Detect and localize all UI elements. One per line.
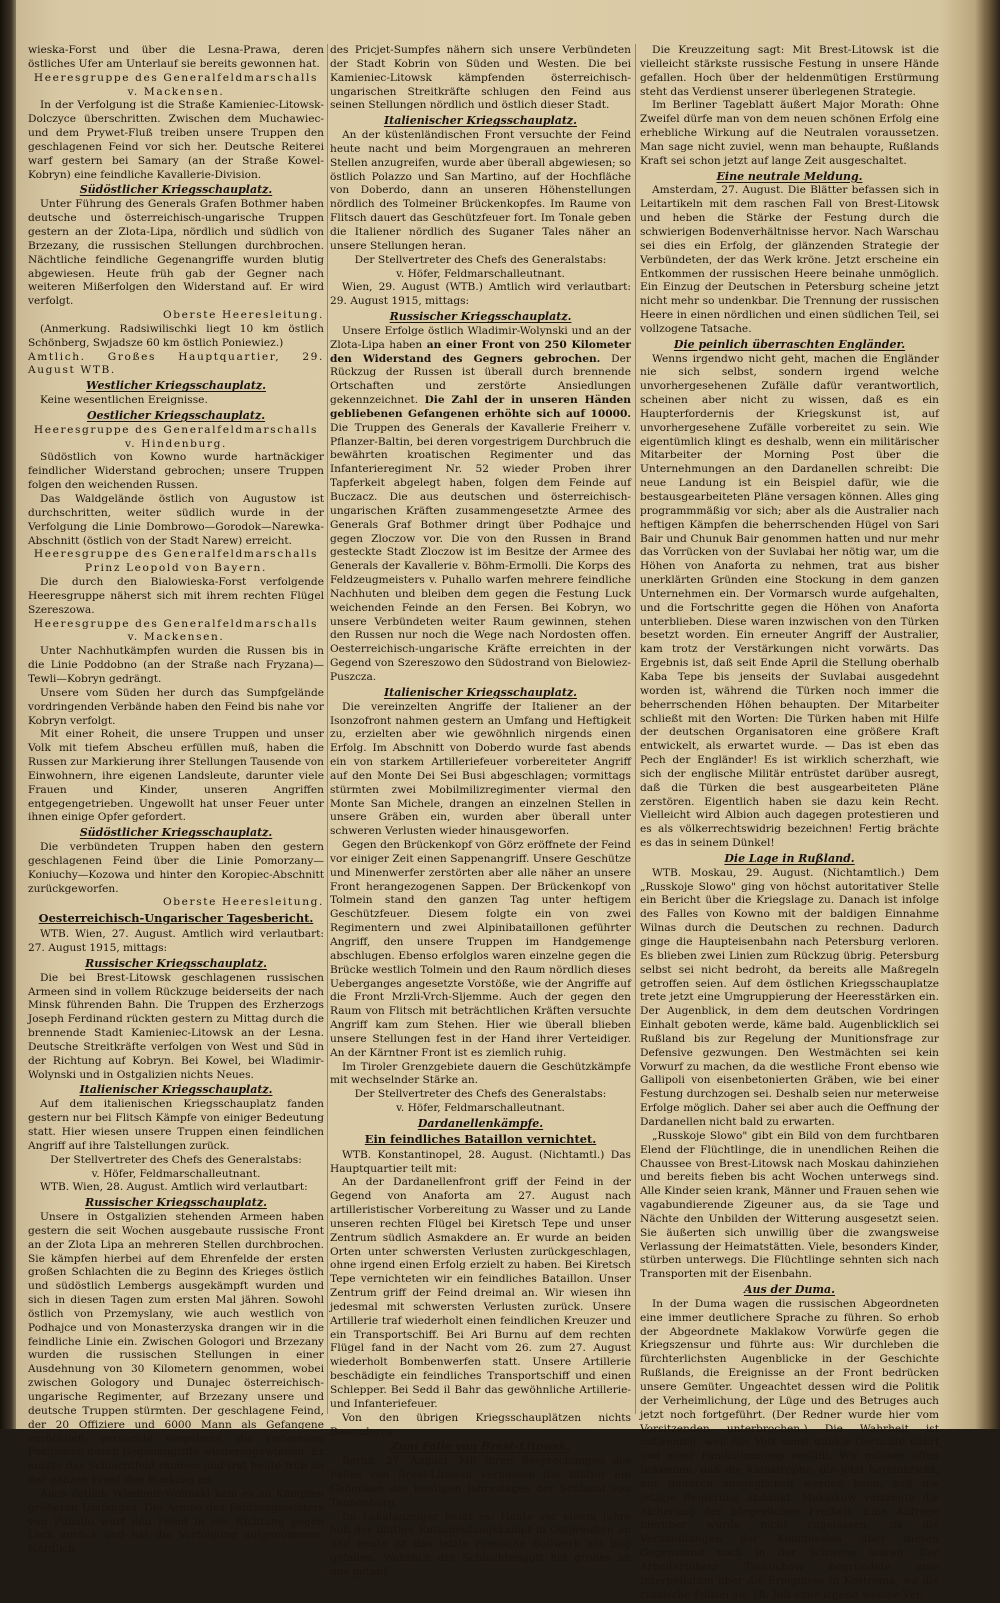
paragraph: Unter Führung des Generals Grafen Bothmer haben deutsche und österreichisch-ungarische Truppen gestern an der Zlota-Lipa, nördlich und südlich von Brzezany, die russischen Stellungen durchbrochen. Nächtliche feindliche Gegenangriffe wurden blutig abgewiesen. Heute früh gab der Gegner nach weiteren Mißerfolgen den Widerstand auf. Er wird verfolgt. bbox=[28, 198, 324, 308]
paragraph: Unsere in Ostgalizien stehenden Armeen haben gestern die seit Wochen ausgebaute russische Front an der Zlota Lipa an mehreren Stellen durchbrochen. Sie kämpfen hierbei auf dem Ehrenfelde der ersten großen Schlachten die zu Beginn des Krieges östlich und südöstlich Lembergs ausgekämpft wurden und sich in diesen Tagen zum ersten Mal jähren. Sowohl östlich von Przemyslany, wie auch westlich von Podhajce und von Monasterzyska drangen wir in die feindliche Linie ein. Zwischen Gologori und Brzezany wurden die russischen Stellungen in einer Ausdehnung von 30 Kilometern genommen, wobei zwischen Gologory und Dunajec österreichisch-ungarische Regimenter, auf Brzezany unsere und deutsche Truppen stürmten. Der geschlagene Feind, der 20 Offiziere und 6000 Mann als Gefangene zurückließ, versuchte vergebens, die verlorenen Positionen durch Gegenangriffe wiederzugewinnen. Er mußte das Schlachtfeld räumen und trat heute früh an der ganzen Front den Rückzug an. bbox=[28, 1211, 324, 1487]
section-title: Aus der Duma. bbox=[743, 1283, 835, 1297]
section-title: Eine neutrale Meldung. bbox=[716, 169, 863, 183]
text-run: Unsere Erfolge östlich Wladimir-Wolynski und an der Zlota-Lipa haben bbox=[330, 324, 631, 351]
section-title: Italienischer Kriegsschauplatz. bbox=[384, 114, 577, 128]
signature: Der Stellvertreter des Chefs des Generalstabs: bbox=[354, 1088, 607, 1101]
paragraph: Wenns irgendwo nicht geht, machen die Engländer nie sich selbst, sondern irgend welche unvorhergesehenen Zufälle dafür verantwortlich, scheinen aber nicht zu wissen, daß es ein Haupterfordernis der Kriegskunst ist, auf unvorhergesehene Zufälle vorbereitet zu sein. Wie eigentümlich klingt es deshalb, wenn ein militärischer Mitarbeiter der Morning Post über die Unternehmungen an den Dardanellen schreibt: Die neue Landung ist ein Beispiel dafür, wie die bestausgearbeiteten Pläne versagen können. Alles ging programmmäßig vor sich; aber als die Australier nach heftigen Kämpfen die beherrschenden Hügel von Sari Bair und Chunuk Bair genommen hatten und nur mehr das Vorrücken von der Suvlabai her nötig war, um die Höhen von Anaforta zu nehmen, trat aus bisher unerklärten Gründen eine Stockung in dem ganzen Unternehmen ein. Der Vormarsch wurde aufgehalten, und die Fortschritte gegen die Höhen von Anaforta unterblieben. Diese waren inzwischen von den Türken besetzt worden. Ein erneuter Angriff der Australier, kam trotz der Verstärkungen nicht vorwärts. Das Ergebnis ist, daß seit Ende April die Stellung oberhalb Kaba Tepe bis jenseits der Suvlabai ausgedehnt worden ist, während die Türken noch immer die beherrschenden Höhen behaupten. Der Mitarbeiter schließt mit den Worten: Die Türken haben mit Hilfe der deutschen Organisatoren eine größere Kraft entwickelt, als erwartet wurde. — Das ist eben das Pech der Engländer! Es ist wirklich scherzhaft, wie sich der englische Militär entrüstet darüber ausregt, daß die Türken die best ausgearbeiteten Pläne zerstören. Eigentlich haben sie dazu kein Recht. Vielleicht wird Albion auch dagegen protestieren und es als völkerrechtswidrig bezeichnen! Fertig brächte es das in seinem Dünkel! bbox=[640, 352, 939, 850]
section-title: Russischer Kriegsschauplatz. bbox=[85, 956, 267, 970]
paragraph: An der Dardanellenfront griff der Feind in der Gegend von Anaforta am 27. August nach artilleristischer Vorbereitung zu Wasser und zu Lande unseren rechten Flügel bei Kiretsch Tepe und unser Zentrum südlich Asmakdere an. Er wurde an beiden Orten unter schwersten Verlusten zurückgeschlagen, ohne irgend einen Erfolg erzielt zu haben. Bei Kiretsch Tepe vernichteten wir ein feindliches Bataillon. Unser Zentrum griff der Feind dreimal an. Wir wiesen ihn jedesmal mit schwersten Verlusten zurück. Unsere Artillerie traf wiederholt einen feindlichen Kreuzer und ein Transportschiff. Bei Ari Burnu auf dem rechten Flügel fand in der Nacht vom 26. zum 27. August wiederholt Bombenwerfen statt. Unsere Artillerie beschädigte ein feindliches Transportschiff und einen Schlepper. Bei Sedd il Bahr das gewöhnliche Artillerie- und Infanteriefeuer. bbox=[330, 1176, 631, 1410]
section-title: Russischer Kriegsschauplatz. bbox=[389, 310, 572, 324]
paragraph: Die durch den Bialowieska-Forst verfolgende Heeresgruppe näherst sich mit ihrem rechten Flügel Szereszowa. bbox=[28, 576, 324, 616]
signature: v. Höfer, Feldmarschalleutnant. bbox=[396, 1102, 565, 1115]
section-header: Heeresgruppe des Generalfeldmarschalls v. Mackensen. bbox=[33, 71, 319, 98]
signature: Der Stellvertreter des Chefs des Generalstabs: bbox=[354, 253, 607, 266]
dateline: WTB. Wien, 28. August. Amtlich wird verlautbart: bbox=[40, 1181, 308, 1194]
section-title: Die peinlich überraschten Engländer. bbox=[673, 337, 906, 351]
section-title: Italienischer Kriegsschauplatz. bbox=[79, 1083, 273, 1097]
paragraph: Im Tiroler Grenzgebiete dauern die Geschützkämpfe mit wechselnder Stärke an. bbox=[330, 1060, 631, 1087]
section-title: Die Lage in Rußland. bbox=[724, 851, 855, 865]
paragraph: Südöstlich von Kowno wurde hartnäckiger feindlicher Widerstand gebrochen; unsere Truppen folgen den weichenden Russen. bbox=[28, 451, 324, 492]
paragraph: Auch östlich Wladimir-Wolinski kam es zu Kämpfen größeren Umfanges. Die Armee des Feldzeugmeisters von Puhallo warf den Feind in der Richtung gegen Luck zurück und hat die Verfolgung aufgenommen. Nördlich bbox=[28, 1487, 324, 1556]
dateline: WTB. Konstantinopel, 28. August. (Nichtamtl.) Das Hauptquartier teilt mit: bbox=[330, 1148, 631, 1175]
paragraph: Im Berliner Tageblatt äußert Major Morath: Ohne Zweifel dürfe man von dem neuen schönen Erfolg eine erhebliche Wirkung auf die Neutralen voraussetzen. Man sage nicht zuviel, wenn man behaupte, Rußlands Kraft sei schon jetzt auf lange Zeit ausgeschaltet. bbox=[640, 99, 939, 167]
text-run: Die Truppen des Generals der Kavallerie Freiherr v. Pflanzer-Baltin, bei deren vorgestrigem Durchbruch die bewährten kroatischen Regimenter und das Infanterieregiment Nr. 52 wieder Proben ihrer Tapferkeit abgelegt haben, folgen dem Feinde auf Buczacz. Die aus deutschen und österreichisch-ungarischen Kräften zusammengesetzte Armee des Generals Graf Bothmer dringt über Podhajce und gegen Zloczow vor. Die von den Russen in Brand gesteckte Stadt Zloczow ist im Besitze der Armee des Generals der Kavallerie v. Böhm-Ermolli. Die Korps des Feldzeugmeisters v. Puhallo warfen mehrere feindliche Nachhuten und bleiben dem gegen die Festung Luck weichenden Feinde an den Fersen. Bei Kobryn, wo unsere Verbündeten weiter Raum gewinnen, stehen den Russen nur noch die Wege nach Nordosten offen. Oesterreichisch-ungarische Kräfte erreichten in der Gegend von Szereszowo den Südostrand von Bielowiez-Puszcza. bbox=[330, 421, 631, 683]
paragraph: „Russkoje Slowo" gibt ein Bild von dem furchtbaren Elend der Flüchtlinge, die in unendlichen Reihen die Chaussee von Brest-Litowsk nach Moskau dahinziehen und bereits fieben bis acht Wochen unterwegs sind. Alle Kinder seien krank, Männer und Frauen sehen wie vagabundierende Zigeuner aus, da sie Tage und Nächte den Unbilden der Witterung ausgesetzt seien. Sie äußerten sich unwillig über die zwangsweise Verlassung der Heimatstätten. Viele, besonders Kinder, stürben unterwegs. Die Flüchtlinge sehnten sich nach Transporten mit der Eisenbahn. bbox=[640, 1129, 939, 1281]
paragraph: In der Verfolgung ist die Straße Kamieniec-Litowsk-Dolczyce überschritten. Zwischen dem Muchawiec- und dem Prywet-Fluß treiben unsere Truppen den geschlagenen Feind vor sich her. Deutsche Reiterei warf gestern bei Samary (an der Straße Kowel-Kobryn) eine feindliche Kavallerie-Division. bbox=[28, 99, 324, 181]
paragraph: Mit einer Roheit, die unsere Truppen und unser Volk mit tiefem Abscheu erfüllen muß, haben die Russen zur Markierung ihrer Stellungen Tausende von Einwohnern, ihre eigenen Landsleute, darunter viele Frauen und Kinder, unseren Angriffen entgegengetrieben. Ungewollt hat unser Feuer unter ihnen einige Opfer gefordert. bbox=[28, 728, 324, 824]
signature: Der Stellvertreter des Chefs des Generalstabs: bbox=[50, 1153, 302, 1166]
paragraph: Auf dem italienischen Kriegsschauplatz fanden gestern nur bei Flitsch Kämpfe von einiger Bedeutung statt. Hier wiesen unsere Truppen einen feindlichen Angriff auf ihre Talstellungen zurück. bbox=[28, 1098, 324, 1152]
paragraph: Keine wesentlichen Ereignisse. bbox=[40, 394, 208, 407]
signature: Oberste Heeresleitung. bbox=[163, 309, 324, 322]
paragraph: Amsterdam, 27. August. Die Blätter befassen sich in Leitartikeln mit dem raschen Fall von Brest-Litowsk und heben die Stärke der Festung durch die schwierigen Bodenverhältnisse hervor. Nach Warschau sei dies ein Erfolg, der glänzenden Strategie der Verbündeten, der das Werk kröne. Jetzt erscheine ein Entkommen der russischen Heere beinahe unmöglich. Ein Einzug der Deutschen in Petersburg scheine jetzt nicht mehr so undenkbar. Die Trennung der russischen Heere in einen nördlichen und einen südlichen Teil, sei vollzogene Tatsache. bbox=[640, 184, 939, 335]
dateline: Wien, 29. August (WTB.) Amtlich wird verlautbart: 29. August 1915, mittags: bbox=[330, 281, 631, 308]
paragraph: Im Lokalanzeiger heißt es: Heute vor einem Jahre hob der blutige Entscheidungskampf in Ostpreußen an und heute ist das letzte russische Bollwerk am Bug gefallen. Wahrlich der Schlachtengott hat großes an uns getan! bbox=[330, 1510, 631, 1578]
paragraph: Unsere vom Süden her durch das Sumpfgelände vordringenden Verbände haben den Feind bis nahe vor Kobryn verfolgt. bbox=[28, 686, 324, 727]
signature: v. Höfer, Feldmarschalleutnant. bbox=[91, 1167, 261, 1180]
paragraph: WTB. Moskau, 29. August. (Nichtamtlich.) Dem „Russkoje Slowo" ging von höchst autoritativer Stelle ein Bericht über die Kriegslage zu. Danach ist infolge des Falles von Kowno mit der baldigen Einnahme Wilnas durch die Deutschen zu rechnen. Dadurch ginge die Haupteisenbahn nach Petersburg verloren. Es blieben zwei Linien zum Rückzug übrig. Petersburg selbst sei nicht bedroht, da bereits alle Maßregeln getroffen seien. Auf dem östlichen Kriegsschauplatze trete jetzt eine Umgruppierung der Heeresstärken ein. Der Augenblick, in dem dem deutschen Vordringen Einhalt geboten werde, käme bald. Augenblicklich sei Rußland bis zur Regelung der Munitionsfrage zur Defensive gezwungen. Den Westmächten sei kein Vorwurf zu machen, da die westliche Front ebenso wie Gallipoli von eisenbetonierten Gräben, wie bei einer Festung durchzogen sei. Deshalb seien nur meterweise Erfolge möglich. Daher sei aber auch die Oeffnung der Dardanellen nicht bald zu erwarten. bbox=[640, 866, 939, 1128]
article-headline: Ein feindliches Bataillon vernichtet. bbox=[364, 1131, 597, 1146]
paragraph: Von den übrigen Kriegsschauplätzen nichts Besonderes. bbox=[330, 1411, 631, 1438]
column-2 bbox=[330, 44, 631, 1578]
section-title: Italienischer Kriegsschauplatz. bbox=[384, 685, 577, 699]
column-3 bbox=[640, 44, 939, 1601]
dateline: Amtlich. Großes Hauptquartier, 29. August WTB. bbox=[28, 350, 324, 377]
paragraph bbox=[330, 325, 631, 685]
paragraph: Die vereinzelten Angriffe der Italiener an der Isonzofront nahmen gestern an Umfang und Heftigkeit zu, erzielten aber wie gewöhnlich nirgends einen Erfolg. Im Abschnitt von Doberdo wurde fast abends ein von starkem Artilleriefeuer vorbereiteter Angriff auf den Monte Dei Sei Busi abgeschlagen; vormittags stürmten zwei Mobilmilizregimenter viermal den Monte San Michele, drangen an einzelnen Stellen in unsere Gräben ein, wurden aber überall unter schweren Verlusten wieder hinausgeworfen. bbox=[330, 700, 631, 838]
paragraph: des Pricjet-Sumpfes nähern sich unsere Verbündeten der Stadt Kobrin von Süden und Westen. Die bei Kamieniec-Litowsk kämpfenden österreichisch-ungarischen Streitkräfte schlugen den Feind aus seinen Stellungen nördlich und östlich dieser Stadt. bbox=[330, 44, 631, 112]
section-header: Heeresgruppe des Generalfeldmarschalls Prinz Leopold von Bayern. bbox=[33, 548, 319, 575]
signature: v. Höfer, Feldmarschalleutnant. bbox=[396, 267, 565, 280]
paragraph: Die bei Brest-Litowsk geschlagenen russischen Armeen sind in vollem Rückzuge beiderseits der nach Minsk führenden Bahn. Die Truppen des Erzherzogs Joseph Ferdinand rückten gestern zu Mittag durch die brennende Stadt Kamieniec-Litowsk an der Lesna. Deutsche Streitkräfte verfolgen von West und Süd in der Richtung auf Kobryn. Bei Kowel, bei Wladimir-Wolynski und in Ostgalizien nichts Neues. bbox=[28, 971, 324, 1081]
bold-text: Die Zahl der in unseren Händen gebliebenen Gefangenen erhöhte sich auf 10000. bbox=[330, 394, 631, 420]
section-title: Oestlicher Kriegsschauplatz. bbox=[86, 408, 266, 422]
dateline: WTB. Wien, 27. August. Amtlich wird verlautbart: 27. August 1915, mittags: bbox=[28, 928, 324, 954]
section-title: Dardanellenkämpfe. bbox=[417, 1116, 544, 1130]
paragraph: An der küstenländischen Front versuchte der Feind heute nacht und beim Morgengrauen an mehreren Stellen anzugreifen, wurde aber überall abgewiesen; so östlich Polazzo und San Martino, auf der Hochfläche von Doberdo, dann an unseren Höhenstellungen nördlich des Tolmeiner Brückenkopfes. Im Raume von Flitsch dauert das Geschützfeuer fort. Im Tonale geben die Italiener nördlich des Suganer Tales näher an unsere Stellungen heran. bbox=[330, 129, 631, 252]
column-rule-2 bbox=[635, 44, 636, 1414]
section-header: Heeresgruppe des Generalfeldmarschalls v. Mackensen. bbox=[33, 617, 319, 644]
section-header: Heeresgruppe des Generalfeldmarschalls v. Hindenburg. bbox=[33, 423, 319, 450]
text-run: Der Rückzug der Russen ist überall durch brennende Ortschaften und zerstörte Ansiedlungen gekennzeichnet. bbox=[330, 352, 631, 407]
paragraph: (Anmerkung. Radsiwilischki liegt 10 km östlich Schönberg, Swjadsze 60 km östlich Poniewiez.) bbox=[28, 322, 324, 349]
paragraph: Die Kreuzzeitung sagt: Mit Brest-Litowsk ist die vielleicht stärkste russische Festung in unsere Hände gefallen. Hoch über der heldenmütigen Erstürmung steht das Verdienst unserer überlegenen Strategie. bbox=[640, 44, 939, 98]
section-title: Zum Falle von Brest-Litowsk. bbox=[390, 1440, 571, 1454]
column-1 bbox=[28, 44, 324, 1556]
article-headline: Oesterreichisch-Ungarischer Tagesbericht. bbox=[38, 911, 314, 926]
bold-text: an einer Front von 250 Kilometer den Widerstand des Gegners gebrochen. bbox=[330, 338, 631, 365]
page-edge bbox=[986, 0, 1000, 1429]
column-rule-1 bbox=[327, 44, 328, 1414]
paragraph: Die verbündeten Truppen haben den gestern geschlagenen Feind über die Linie Pomorzany—Koniuchy—Kozowa und hinter den Koropiec-Abschnitt zurückgeworfen. bbox=[28, 841, 324, 895]
section-title: Südöstlicher Kriegsschauplatz. bbox=[79, 826, 273, 840]
paragraph: Unter Nachhutkämpfen wurden die Russen bis in die Linie Poddobno (an der Straße nach Fryzana)—Tewli—Kobryn gedrängt. bbox=[28, 645, 324, 685]
section-title: Südöstlicher Kriegsschauplatz. bbox=[79, 183, 273, 197]
paragraph: Gegen den Brückenkopf von Görz eröffnete der Feind vor einiger Zeit einen Sappenangriff. Unsere Geschütze und Minenwerfer zerstörten aber alle näher an unsere Front herangezogenen Sappen. Der Brückenkopf von Tolmein stand den ganzen Tag unter heftigem Geschützfeuer. Diesem folgte ein von zwei Regimentern und zwei Alpinibataillonen geführter Angriff, den unsere Truppen im Handgemenge abschlugen. Ebenso erfolglos waren einzelne gegen die Brücke westlich Tolmein und den Raum nördlich dieses Ueberganges angesetzte Vorstöße, wie der Angriffe auf die Front Mrzli-Vrch-Sljemme. Auch der gegen den Raum von Flitsch mit beträchtlichen Kräften versuchte Angriff kam zum Stehen. Hier wie überall blieben unsere Stellungen fest in der Hand ihrer Verteidiger. An der Kärntner Front ist es ziemlich ruhig. bbox=[330, 839, 631, 1059]
paragraph: In der Duma wagen die russischen Abgeordneten eine immer deutlichere Sprache zu führen. So erhob der Abgeordnete Maklakow Vorwürfe gegen die Kriegszensur und führte aus: Wir durchleben die fürchterlichsten Augenblicke in der Geschichte Rußlands, die Ereignisse an der Front bedrücken unsere Gemüter. Ungeachtet dessen wird die Politik der Verheimlichung, der Lüge und des Betruges auch jetzt noch fortgeführt. (Der Redner wurde hier vom Vorsitzenden unterbrochen.) Die Wahrheit ist notwendig, weil das Volk sonst dunkle Gerüchte nährt und einer Panikstimmung verfällt. Wir müssen offen bekennen, daß die Katastrophe, die jetzt hereinbricht, nur dadurch ausgeglichen werden kann, daß die jetzige Regierung abdankt. Maklakow verlangte die Sicherung der bürgerlichen Freiheit. Eine Anfrage hierüber wurde nicht zugelassen, da die Verhandlungen der Kommission über diesen Gegenstand noch in der Schwebe waren. Der Arbeiterführer Tschuchow begründete eine Interpellation über die Ereignisse in Kostroma, wo die russische Polizei am 18. Juli ohne irgend welche Ver- bbox=[640, 1297, 939, 1601]
paragraph: Das Waldgelände östlich von Augustow ist durchschritten, weiter südlich wurde in der Verfolgung die Linie Dombrowo—Gorodok—Narewka-Abschnitt (östlich von der Stadt Narew) erreicht. bbox=[28, 493, 324, 547]
binding-fold bbox=[0, 0, 16, 1429]
paragraph: wieska-Forst und über die Lesna-Prawa, deren östliches Ufer am Unterlauf sie bereits gewonnen hat. bbox=[28, 44, 324, 70]
section-title: Russischer Kriegsschauplatz. bbox=[85, 1196, 267, 1210]
section-title: Westlicher Kriegsschauplatz. bbox=[86, 379, 266, 393]
paragraph: Berlin, 27. August. Mit ihren Besprechungen des Falles von Brest-Litowsk verbinden die Blätter ein Gedenken des heutigen Jahrestages der Schlacht von Tannenburg. bbox=[330, 1455, 631, 1509]
signature: Oberste Heeresleitung. bbox=[163, 896, 324, 909]
